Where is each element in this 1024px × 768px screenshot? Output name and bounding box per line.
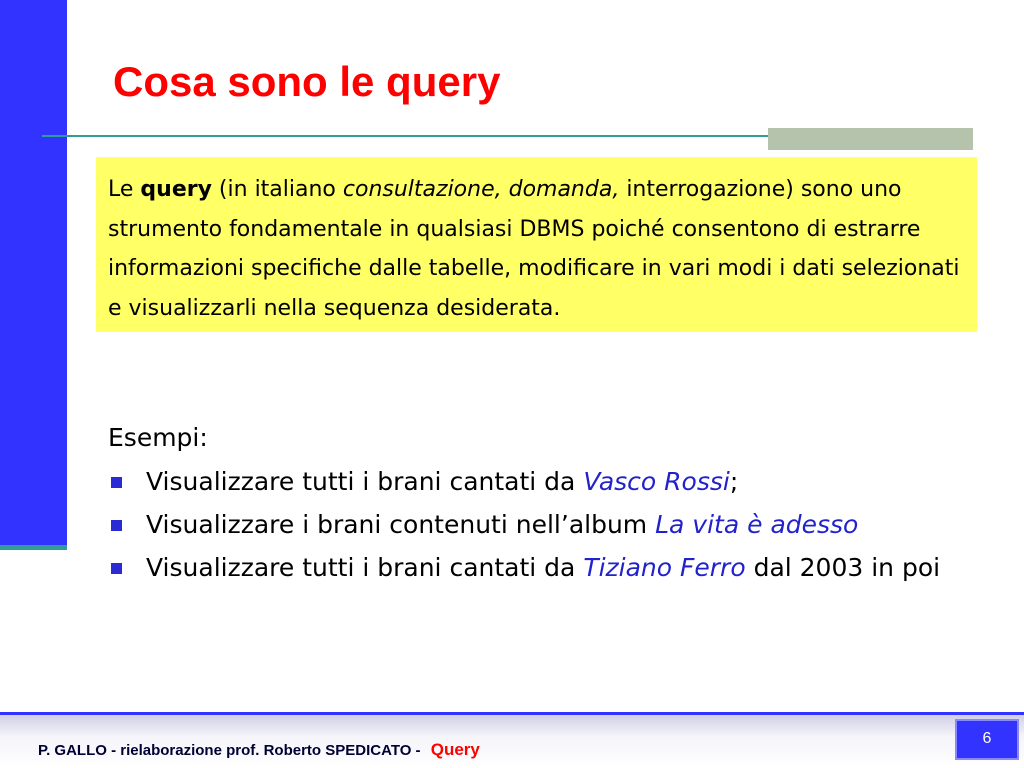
bullet-square-icon <box>111 520 122 531</box>
example-text: Visualizzare tutti i brani cantati da <box>146 467 584 496</box>
bullet-square-icon <box>111 477 122 488</box>
example-highlight: La vita è adesso <box>655 510 859 539</box>
example-highlight: Tiziano Ferro <box>583 553 746 582</box>
example-text: Visualizzare tutti i brani cantati da <box>146 553 584 582</box>
definition-italic-terms: consultazione, domanda, <box>342 177 620 202</box>
page-number: 6 <box>982 730 992 747</box>
left-accent-bar <box>0 0 67 545</box>
example-text: Visualizzare i brani contenuti nell’album <box>146 510 656 539</box>
slide-title: Cosa sono le query <box>113 58 501 105</box>
example-item <box>108 548 988 588</box>
example-text-after: dal 2003 in poi <box>745 553 941 582</box>
title-decoration-block <box>768 128 973 150</box>
example-highlight: Vasco Rossi <box>583 467 730 496</box>
example-item <box>108 462 988 502</box>
definition-keyword: query <box>140 177 212 202</box>
footer-credit <box>38 740 480 760</box>
footer-topic: Query <box>430 740 480 759</box>
definition-text-end: interrogazione) sono uno strumento fondamentale in qualsiasi DBMS poiché consentono di estrarre informazioni specifiche dalle tabelle, modificare in vari modi i dati selezionati e visualizzarli nella sequenza desiderata. <box>108 177 960 321</box>
examples-heading: Esempi: <box>108 423 208 452</box>
examples-section <box>108 417 988 588</box>
page-number-badge <box>955 719 1019 760</box>
definition-text-start: Le <box>108 177 141 202</box>
definition-box <box>96 157 977 332</box>
left-accent-shade <box>0 545 67 550</box>
definition-text-middle: (in italiano <box>211 177 343 202</box>
footer-credit-text: P. GALLO - rielaborazione prof. Roberto SPEDICATO - <box>38 742 425 759</box>
example-text-after: ; <box>729 467 739 496</box>
example-item <box>108 505 988 545</box>
bullet-square-icon <box>111 563 122 574</box>
